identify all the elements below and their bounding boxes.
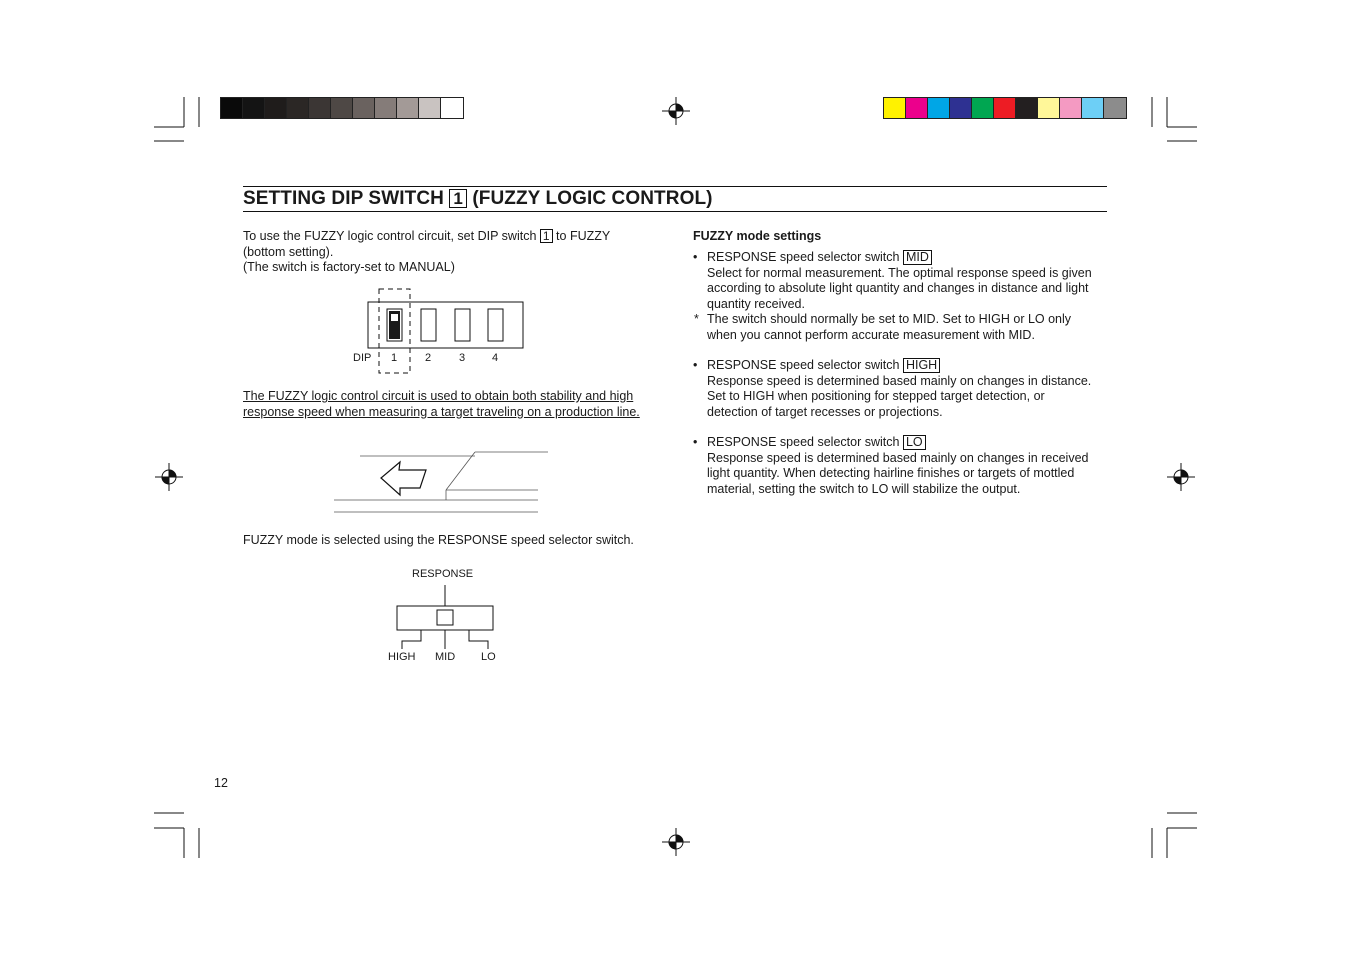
title-rule-top [243, 186, 1107, 187]
dip-number-3: 3 [459, 352, 466, 364]
registration-mark-top [662, 97, 690, 125]
process-swatch-7 [1016, 98, 1038, 118]
title-rule-bottom [243, 211, 1107, 212]
dip-switch-1-indicator [391, 314, 398, 321]
stability-line2: response speed when measuring a target traveling on a production line. [243, 404, 640, 419]
item-mid-lead: RESPONSE speed selector switch [707, 250, 900, 264]
process-swatch-2 [906, 98, 928, 118]
grayscale-swatch-2 [243, 98, 265, 118]
item-high-line3: detection of target recesses or projections. [707, 404, 943, 419]
process-swatch-4 [950, 98, 972, 118]
stability-line1: The FUZZY logic control circuit is used to obtain both stability and high [243, 389, 634, 403]
fuzzy-settings-heading: FUZZY mode settings [693, 229, 822, 243]
grayscale-swatch-5 [309, 98, 331, 118]
process-swatch-10 [1082, 98, 1104, 118]
process-swatch-9 [1060, 98, 1082, 118]
process-swatch-6 [994, 98, 1016, 118]
registration-mark-left [155, 463, 183, 491]
grayscale-swatch-10 [419, 98, 441, 118]
note-line2: when you cannot perform accurate measurement with MID. [707, 327, 1035, 342]
grayscale-swatch-7 [353, 98, 375, 118]
dip-label: DIP [353, 352, 372, 364]
stability-statement [243, 389, 663, 420]
selector-sentence: FUZZY mode is selected using the RESPONSE speed selector switch. [243, 533, 634, 547]
dip-number-2: 2 [425, 352, 432, 364]
intro-line1-a: To use the FUZZY logic control circuit, set DIP switch [243, 229, 537, 243]
item-mid-line2: according to absolute light quantity and changes in distance and light [707, 281, 1089, 295]
response-switch-knob [437, 610, 453, 625]
grayscale-swatch-11 [441, 98, 463, 118]
title-prefix: SETTING DIP SWITCH [243, 188, 444, 209]
dip-switch-3-slot [455, 309, 470, 341]
page-title [243, 188, 713, 210]
grayscale-swatch-8 [375, 98, 397, 118]
process-color-bar [883, 97, 1127, 119]
bullet-high: • [693, 358, 698, 372]
dip-switch-diagram [340, 285, 540, 380]
note-asterisk: * [694, 312, 699, 326]
grayscale-swatch-4 [287, 98, 309, 118]
item-mid-line1: Select for normal measurement. The optimal response speed is given [707, 265, 1092, 280]
intro-line3: (The switch is factory-set to MANUAL) [243, 260, 455, 274]
page-number: 12 [214, 776, 228, 790]
response-selector-diagram [380, 583, 510, 653]
item-mid-line3: quantity received. [707, 296, 805, 311]
intro-line2: (bottom setting). [243, 244, 334, 259]
grayscale-swatch-3 [265, 98, 287, 118]
bullet-lo: • [693, 435, 698, 449]
response-lo-label: LO [481, 651, 496, 663]
registration-mark-bottom [662, 828, 690, 856]
item-mid-setting: MID [903, 250, 932, 265]
process-swatch-3 [928, 98, 950, 118]
item-high-line2: Set to HIGH when positioning for stepped target detection, or [707, 389, 1045, 403]
item-lo-lead: RESPONSE speed selector switch [707, 435, 900, 449]
travel-direction-arrow-icon [381, 462, 426, 495]
dip-switch-2-slot [421, 309, 436, 341]
item-lo-setting: LO [903, 435, 926, 450]
registration-mark-right [1167, 463, 1195, 491]
bullet-mid: • [693, 250, 698, 264]
response-label: RESPONSE [412, 568, 474, 580]
title-suffix: (FUZZY LOGIC CONTROL) [472, 188, 713, 209]
grayscale-swatch-9 [397, 98, 419, 118]
setting-item-mid [707, 250, 1107, 312]
response-high-label: HIGH [388, 651, 416, 663]
intro-switch-number: 1 [540, 229, 553, 243]
title-switch-number: 1 [449, 189, 467, 208]
process-swatch-8 [1038, 98, 1060, 118]
process-swatch-11 [1104, 98, 1126, 118]
dip-number-1: 1 [391, 352, 398, 364]
item-high-lead: RESPONSE speed selector switch [707, 358, 900, 372]
process-swatch-5 [972, 98, 994, 118]
grayscale-swatch-1 [221, 98, 243, 118]
setting-item-high [707, 358, 1107, 420]
dip-switch-4-slot [488, 309, 503, 341]
intro-line1-b: to FUZZY [556, 229, 611, 243]
note-line1: The switch should normally be set to MID. Set to HIGH or LO only [707, 312, 1072, 326]
item-lo-line2: light quantity. When detecting hairline finishes or targets of mottled [707, 466, 1075, 480]
grayscale-swatch-6 [331, 98, 353, 118]
grayscale-color-bar [220, 97, 464, 119]
item-lo-line3: material, setting the switch to LO will stabilize the output. [707, 481, 1021, 496]
dip-number-4: 4 [492, 352, 499, 364]
intro-paragraph [243, 229, 663, 276]
item-lo-line1: Response speed is determined based mainly on changes in received [707, 450, 1089, 465]
item-high-line1: Response speed is determined based mainly on changes in distance. [707, 373, 1092, 388]
setting-item-lo [707, 435, 1107, 497]
production-line-diagram [330, 448, 555, 520]
setting-note [707, 312, 1107, 343]
response-mid-label: MID [435, 651, 456, 663]
process-swatch-1 [884, 98, 906, 118]
item-high-setting: HIGH [903, 358, 940, 373]
